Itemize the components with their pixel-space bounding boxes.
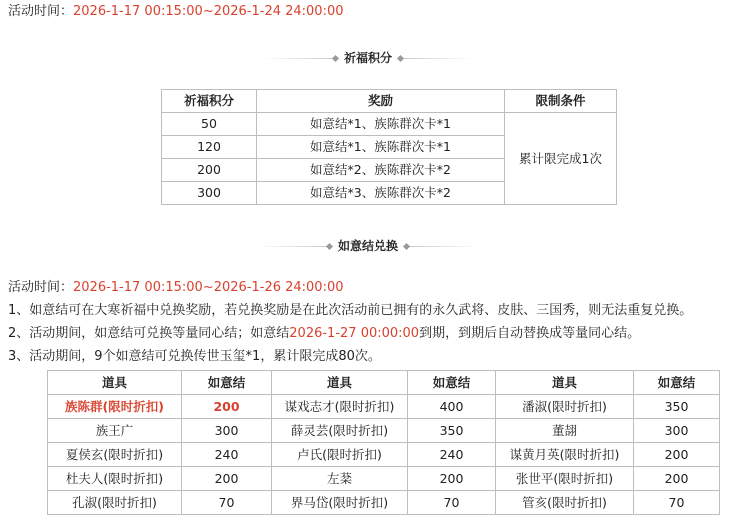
item-cell: 卢氏(限时折扣)	[272, 443, 408, 467]
cost-cell: 300	[634, 419, 720, 443]
reward-cell: 如意结*3、族陈群次卡*2	[257, 182, 505, 205]
item-cell: 族王广	[48, 419, 182, 443]
cost-cell: 200	[634, 443, 720, 467]
header-item: 道具	[272, 371, 408, 395]
event-time-label: 活动时间：	[8, 4, 74, 19]
item-cell: 孔淑(限时折扣)	[48, 491, 182, 515]
section-title-blessing-points	[0, 50, 736, 66]
header-knot: 如意结	[182, 371, 272, 395]
table-row	[162, 113, 617, 136]
section-title-text: 祈福积分	[343, 51, 392, 65]
item-cell: 管亥(限时折扣)	[496, 491, 634, 515]
cost-cell: 200	[408, 467, 496, 491]
table-row	[48, 443, 720, 467]
cost-cell: 70	[634, 491, 720, 515]
header-item: 道具	[496, 371, 634, 395]
table-row	[48, 395, 720, 419]
table-row	[48, 419, 720, 443]
table-row	[48, 467, 720, 491]
cost-cell: 240	[408, 443, 496, 467]
points-cell: 120	[162, 136, 257, 159]
cost-cell: 200	[634, 467, 720, 491]
rule-2-text: 2、活动期间，如意结可兑换等量同心结；如意结	[8, 326, 290, 341]
cost-cell: 70	[408, 491, 496, 515]
event-time-value: 2026-1-17 00:15:00~2026-1-24 24:00:00	[73, 4, 344, 19]
item-cell: 左棻	[272, 467, 408, 491]
rule-1: 1、如意结可在大寒祈福中兑换奖励，若兑换奖励是在此次活动前已拥有的永久武将、皮肤、三国秀，则无法重复兑换。	[8, 303, 693, 318]
header-limit: 限制条件	[505, 90, 617, 113]
knot-exchange-table	[47, 370, 720, 515]
event-time-line-1	[8, 3, 344, 21]
item-cell: 杜夫人(限时折扣)	[48, 467, 182, 491]
reward-cell: 如意结*2、族陈群次卡*2	[257, 159, 505, 182]
divider-left-icon	[262, 58, 336, 59]
event-time-line-2	[8, 279, 344, 297]
rule-3: 3、活动期间，9个如意结可兑换传世玉玺*1，累计限完成80次。	[8, 349, 381, 364]
points-cell: 200	[162, 159, 257, 182]
item-cell: 族陈群(限时折扣)	[48, 395, 182, 419]
event-time-value: 2026-1-17 00:15:00~2026-1-26 24:00:00	[73, 280, 344, 295]
event-time-label: 活动时间：	[8, 280, 74, 295]
table-header-row	[162, 90, 617, 113]
header-knot: 如意结	[634, 371, 720, 395]
cost-cell: 200	[182, 467, 272, 491]
rule-2	[8, 325, 640, 343]
item-cell: 谋戏志才(限时折扣)	[272, 395, 408, 419]
table-header-row	[48, 371, 720, 395]
item-cell: 谋黄月英(限时折扣)	[496, 443, 634, 467]
header-points: 祈福积分	[162, 90, 257, 113]
divider-right-icon	[406, 246, 480, 247]
cost-cell: 200	[182, 395, 272, 419]
item-cell: 薛灵芸(限时折扣)	[272, 419, 408, 443]
reward-cell: 如意结*1、族陈群次卡*1	[257, 136, 505, 159]
item-cell: 张世平(限时折扣)	[496, 467, 634, 491]
reward-cell: 如意结*1、族陈群次卡*1	[257, 113, 505, 136]
cost-cell: 300	[182, 419, 272, 443]
blessing-points-table	[161, 89, 617, 205]
points-cell: 300	[162, 182, 257, 205]
item-cell: 董翓	[496, 419, 634, 443]
section-title-knot-exchange	[0, 238, 736, 254]
item-cell: 潘淑(限时折扣)	[496, 395, 634, 419]
header-reward: 奖励	[257, 90, 505, 113]
header-item: 道具	[48, 371, 182, 395]
points-cell: 50	[162, 113, 257, 136]
cost-cell: 350	[634, 395, 720, 419]
item-cell: 界马岱(限时折扣)	[272, 491, 408, 515]
item-cell: 夏侯玄(限时折扣)	[48, 443, 182, 467]
cost-cell: 400	[408, 395, 496, 419]
cost-cell: 70	[182, 491, 272, 515]
section-title-text: 如意结兑换	[337, 239, 398, 253]
cost-cell: 350	[408, 419, 496, 443]
table-row	[48, 491, 720, 515]
cost-cell: 240	[182, 443, 272, 467]
divider-right-icon	[400, 58, 474, 59]
rule-2-date: 2026-1-27 00:00:00	[289, 326, 420, 341]
rule-2-text-end: 到期，到期后自动替换成等量同心结。	[419, 326, 641, 341]
header-knot: 如意结	[408, 371, 496, 395]
limit-cell: 累计限完成1次	[505, 113, 617, 205]
divider-left-icon	[256, 246, 330, 247]
